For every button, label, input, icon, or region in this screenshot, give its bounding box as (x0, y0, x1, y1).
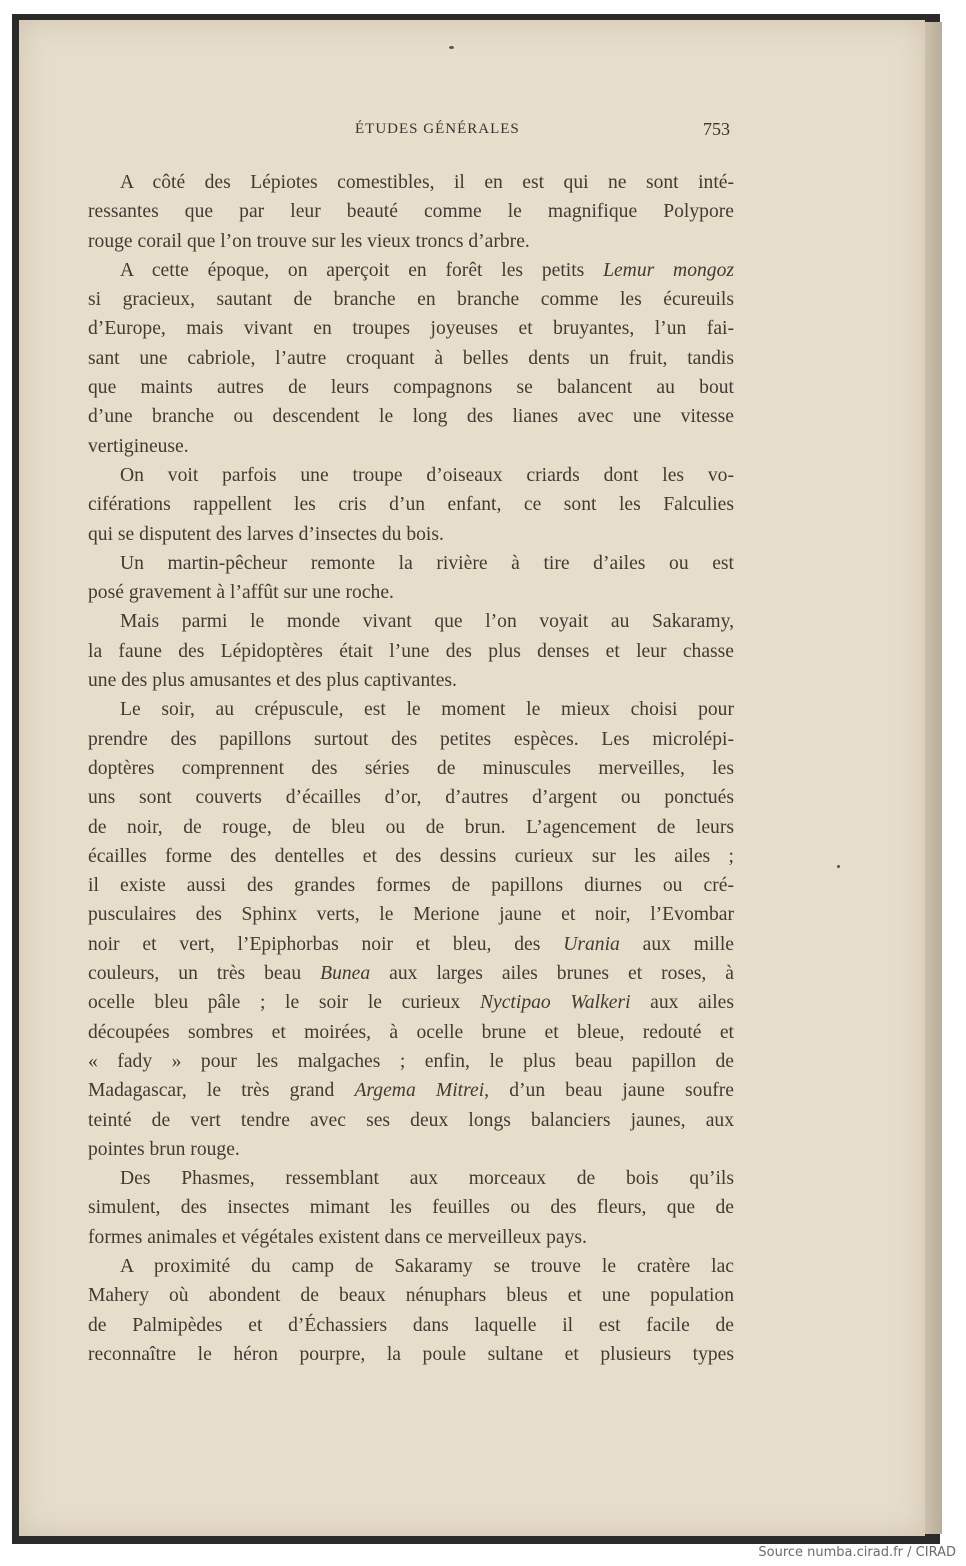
italic-term: Nyctipao Walkeri (479, 992, 631, 1014)
italic-term: Lemur mongoz (603, 259, 735, 281)
text-line: Des Phasmes, ressemblant aux morceaux de bois qu’ils (120, 1168, 734, 1190)
source-credit: Source numba.cirad.fr / CIRAD (758, 1545, 956, 1560)
text-line: uns sont couverts d’écailles d’or, d’autres d’argent ou ponctués (88, 787, 734, 809)
paragraph (88, 461, 734, 549)
text-segment: noir et vert, l’Epiphorbas noir et bleu, des (88, 933, 564, 955)
text-line: reconnaître le héron pourpre, la poule sultane et plusieurs types (88, 1343, 734, 1365)
text-line: pusculaires des Sphinx verts, le Merione jaune et noir, l’Evombar (88, 904, 734, 926)
text-line: Un martin-pêcheur remonte la rivière à tire d’ailes ou est (120, 552, 734, 574)
text-line: « fady » pour les malgaches ; enfin, le plus beau papillon de (88, 1050, 734, 1072)
text-line: qui se disputent des larves d’insectes du bois. (88, 523, 444, 545)
text-line: découpées sombres et moirées, à ocelle brune et bleue, redouté et (88, 1021, 734, 1043)
running-title: ÉTUDES GÉNÉRALES (355, 121, 520, 137)
text-line: de noir, de rouge, de bleu ou de brun. L’agencement de leurs (88, 816, 734, 838)
text-segment: aux mille (619, 933, 735, 955)
paper-speck (837, 865, 840, 868)
paragraph (88, 1164, 734, 1252)
text-segment: aux ailes (630, 992, 734, 1014)
italic-term: Urania (563, 933, 620, 955)
italic-term: Bunea (320, 963, 371, 985)
text-line: écailles forme des dentelles et des dessins curieux sur les ailes ; (88, 845, 734, 867)
text-segment: d’un beau jaune soufre (489, 1080, 734, 1102)
text-line: que maints autres de leurs compagnons se balancent au bout (88, 377, 734, 399)
text-line: doptères comprennent des séries de minuscules merveilles, les (88, 757, 734, 779)
text-line: Mahery où abondent de beaux nénuphars bleus et une population (88, 1285, 734, 1307)
text-line: d’une branche ou descendent le long des lianes avec une vitesse (88, 406, 734, 428)
text-segment: aux larges ailes brunes et roses, à (370, 963, 734, 985)
text-line: vertigineuse. (88, 435, 189, 457)
text-line: posé gravement à l’affût sur une roche. (88, 582, 394, 604)
text-line: formes animales et végétales existent dans ce merveilleux pays. (88, 1226, 587, 1248)
text-line: prendre des papillons surtout des petites espèces. Les microlépi- (88, 728, 734, 750)
text-line: il existe aussi des grandes formes de papillons diurnes ou cré- (88, 875, 734, 897)
text-line (88, 959, 734, 988)
text-line: ciférations rappellent les cris d’un enfant, ce sont les Falculies (88, 494, 734, 516)
text-line: une des plus amusantes et des plus captivantes. (88, 670, 457, 692)
text-segment: ocelle bleu pâle ; le soir le curieux (88, 992, 480, 1014)
text-segment: Madagascar, le très grand (88, 1080, 355, 1102)
text-line: On voit parfois une troupe d’oiseaux criards dont les vo- (120, 464, 734, 486)
paragraph (88, 549, 734, 608)
text-line: si gracieux, sautant de branche en branche comme les écureuils (88, 289, 734, 311)
body-text (88, 168, 734, 1369)
text-line: rouge corail que l’on trouve sur les vieux troncs d’arbre. (88, 230, 530, 252)
page-number: 753 (703, 119, 730, 139)
paragraph (88, 695, 734, 1164)
paragraph (88, 607, 734, 695)
text-line: ressantes que par leur beauté comme le magnifique Polypore (88, 201, 734, 223)
text-line (88, 930, 734, 959)
book-page (19, 20, 925, 1536)
text-segment: couleurs, un très beau (88, 963, 321, 985)
text-line: A proximité du camp de Sakaramy se trouve le cratère lac (120, 1255, 734, 1277)
paragraph (88, 256, 734, 461)
text-line (88, 1076, 734, 1105)
text-line: teinté de vert tendre avec ses deux longs balanciers jaunes, aux (88, 1109, 734, 1131)
text-line: d’Europe, mais vivant en troupes joyeuses et bruyantes, l’un fai- (88, 318, 734, 340)
paper-speck (449, 46, 454, 49)
text-line: Mais parmi le monde vivant que l’on voyait au Sakaramy, (120, 611, 734, 633)
text-line (88, 256, 734, 285)
text-line (88, 988, 734, 1017)
text-line: Le soir, au crépuscule, est le moment le mieux choisi pour (120, 699, 734, 721)
text-line: de Palmipèdes et d’Échassiers dans laquelle il est facile de (88, 1314, 734, 1336)
text-line: simulent, des insectes mimant les feuilles ou des fleurs, que de (88, 1197, 734, 1219)
text-segment: A cette époque, on aperçoit en forêt les petits (120, 259, 604, 281)
paragraph (88, 168, 734, 256)
italic-term: Argema Mitrei, (354, 1080, 490, 1102)
text-line: la faune des Lépidoptères était l’une des plus denses et leur chasse (88, 640, 734, 662)
text-line: pointes brun rouge. (88, 1138, 240, 1160)
paragraph (88, 1252, 734, 1369)
running-head (19, 121, 925, 145)
text-line: A côté des Lépiotes comestibles, il en est qui ne sont inté- (120, 172, 734, 193)
text-line: sant une cabriole, l’autre croquant à belles dents un fruit, tandis (88, 347, 734, 369)
